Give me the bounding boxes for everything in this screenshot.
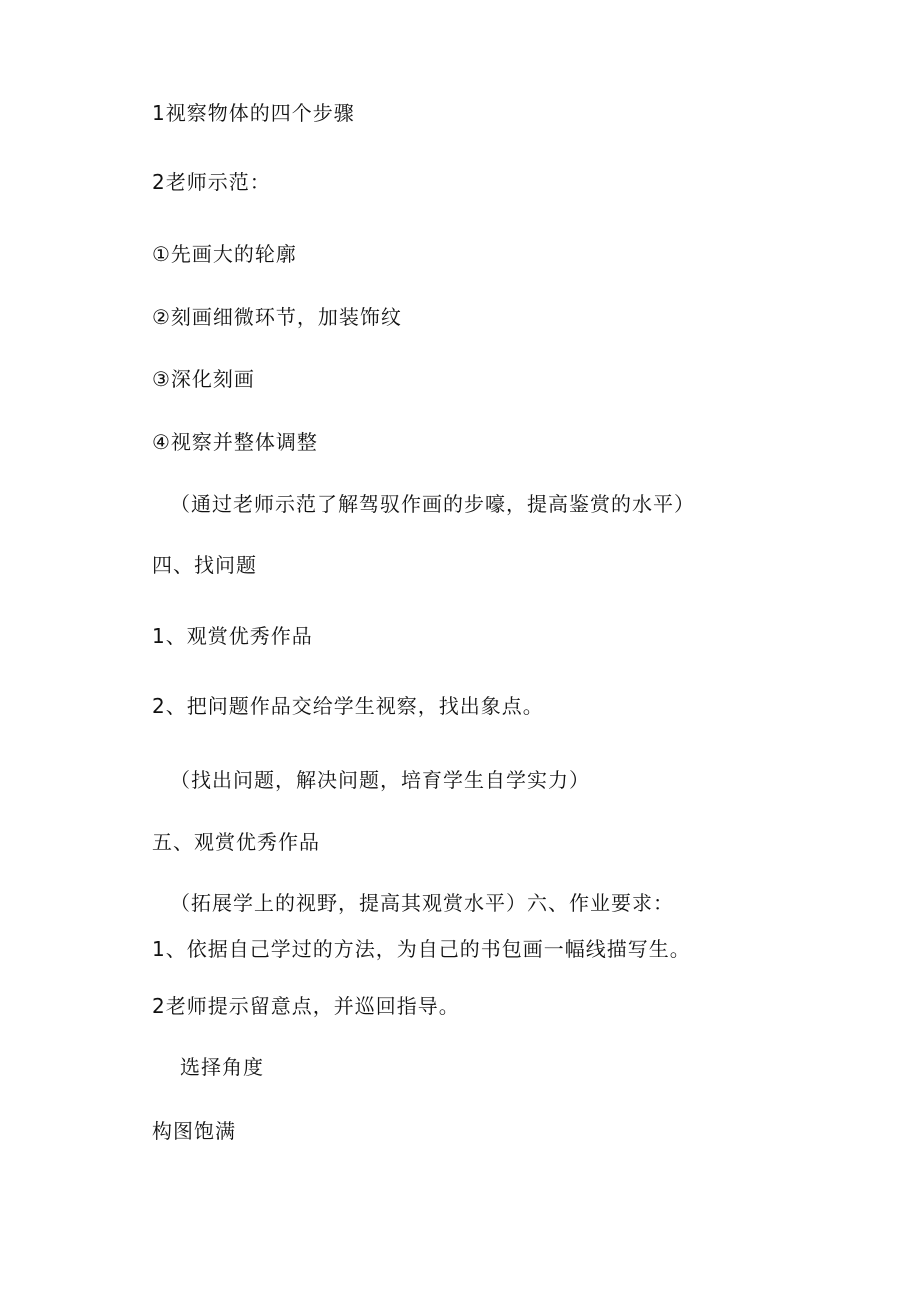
line-full-composition: 构图饱满: [152, 1119, 236, 1143]
line-step-1: ①先画大的轮廓: [152, 242, 297, 266]
line-step-2: ②刻画细微环节，加装饰纹: [152, 305, 402, 329]
line-find-2: 2、把问题作品交给学生视察，找出象点。: [152, 694, 544, 718]
line-observe-steps: 1视察物体的四个步骤: [152, 101, 355, 125]
line-appreciate-note: （拓展学上的视野，提高其观赏水平）六、作业要求：: [170, 891, 674, 915]
section-heading-find-problems: 四、找问题: [152, 553, 257, 577]
line-step-4: ④视察并整体调整: [152, 430, 318, 454]
line-homework-2: 2老师提示留意点，并巡回指导。: [152, 994, 460, 1018]
line-find-note: （找出问题，解决问题，培育学生自学实力）: [170, 768, 590, 792]
line-demo-note: （通过老师示范了解驾驭作画的步嚎，提高鉴赏的水平）: [170, 492, 695, 516]
line-teacher-demo: 2老师示范：: [152, 170, 271, 194]
line-step-3: ③深化刻画: [152, 367, 255, 391]
line-homework-1: 1、依据自己学过的方法，为自己的书包画一幅线描写生。: [152, 937, 691, 961]
line-find-1: 1、观赏优秀作品: [152, 624, 313, 648]
line-choose-angle: 选择角度: [180, 1055, 264, 1079]
section-heading-appreciate: 五、观赏优秀作品: [152, 830, 320, 854]
